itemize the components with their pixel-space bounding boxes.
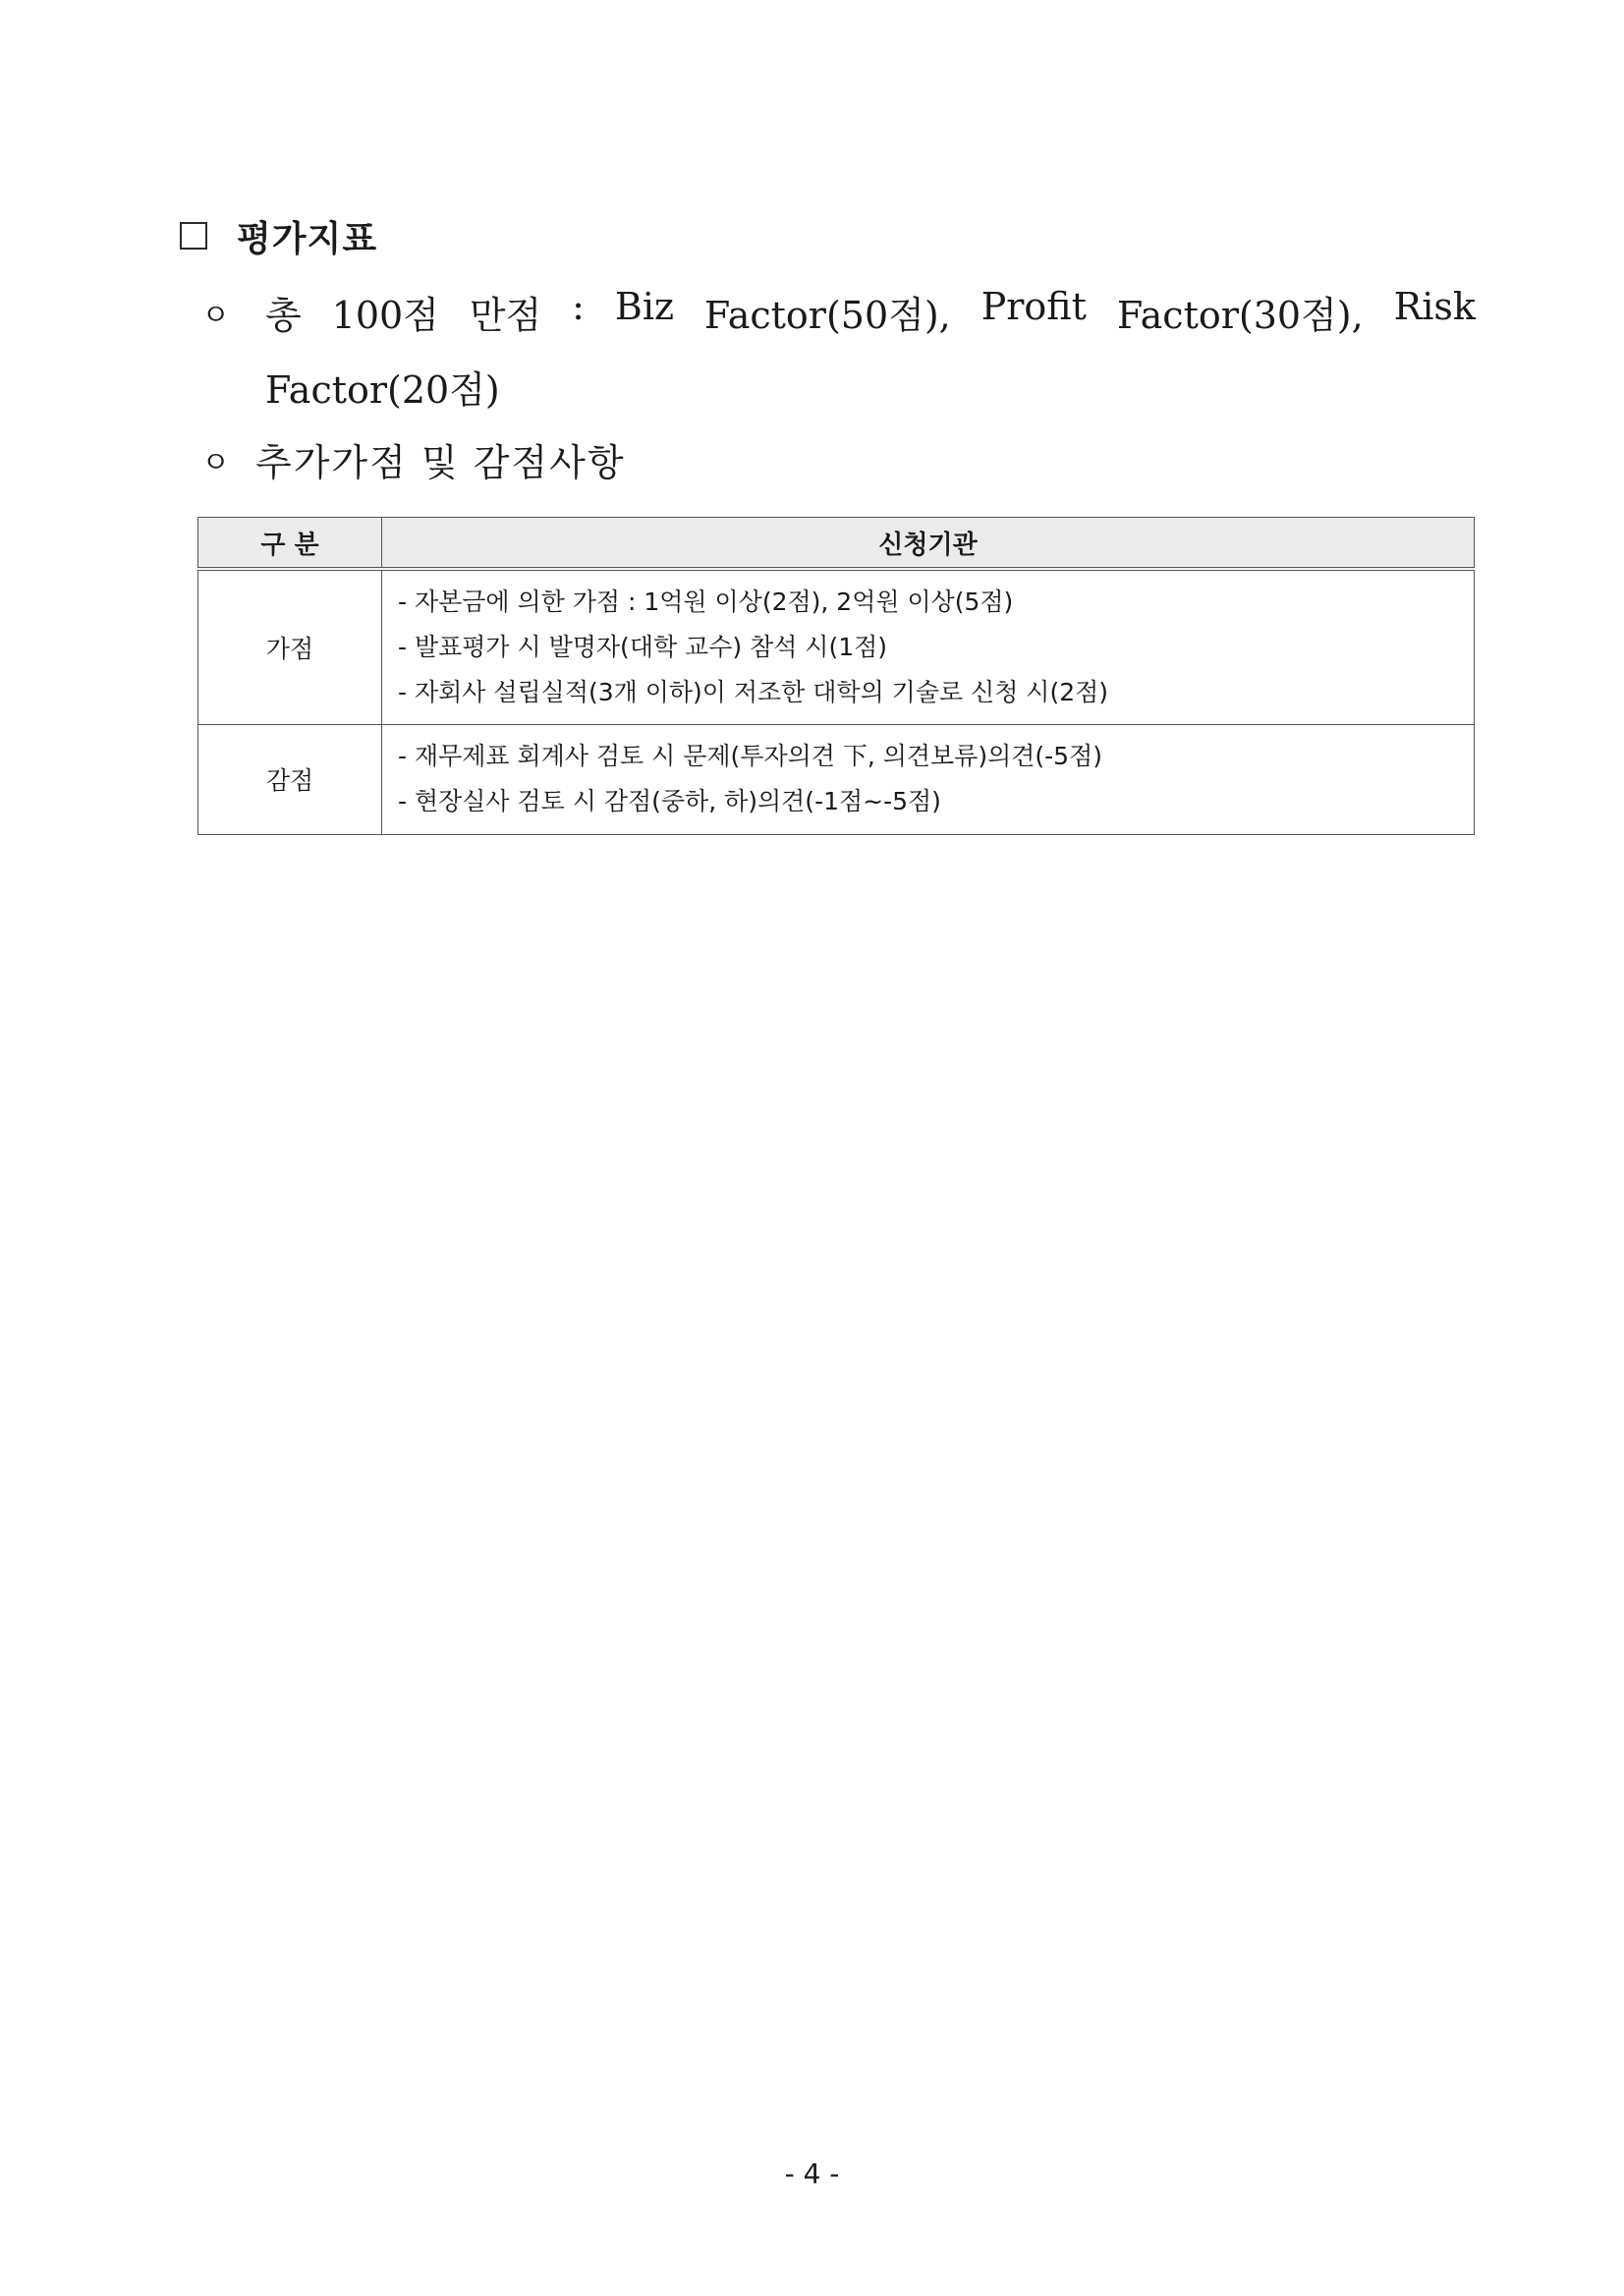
bullet-marker: ㅇ [201, 299, 230, 333]
bullet-word: Profit [980, 285, 1087, 328]
bullet-line-total-score [265, 285, 1476, 339]
table-header-row [198, 518, 1475, 570]
bullet-marker: ㅇ [201, 446, 230, 480]
bullet-word: Factor(50점), [703, 294, 951, 337]
table-row [198, 569, 1475, 724]
list-item: - 현장실사 검토 시 감점(중하, 하)의견(-1점~-5점) [398, 787, 941, 815]
bullet-word: Factor(30점), [1116, 294, 1364, 337]
row-items [382, 724, 1475, 834]
section-title: 평가지표 [237, 218, 378, 259]
header-applicant: 신청기관 [382, 518, 1475, 570]
header-category: 구 분 [198, 518, 382, 570]
page-number: - 4 - [784, 2157, 840, 2190]
bullet-line-bonus-penalty: 추가가점 및 감점사항 [255, 441, 626, 484]
list-item: - 자회사 설립실적(3개 이하)이 저조한 대학의 기술로 신청 시(2점) [398, 677, 1109, 706]
row-category: 감점 [198, 724, 382, 834]
bullet-word: 만점 [469, 294, 542, 337]
section-heading [180, 209, 377, 262]
row-category: 가점 [198, 569, 382, 724]
bullet-word: : [572, 285, 585, 328]
bullet-word: Biz [614, 285, 674, 328]
list-item: - 자본금에 의한 가점 : 1억원 이상(2점), 2억원 이상(5점) [398, 587, 1014, 616]
table-row [198, 724, 1475, 834]
bullet-word: 100점 [331, 294, 439, 337]
checkbox-square-icon [180, 222, 207, 250]
list-item: - 재무제표 회계사 검토 시 문제(투자의견 下, 의견보류)의견(-5점) [398, 742, 1102, 770]
evaluation-table [197, 517, 1475, 835]
bullet-continuation: Factor(20점) [265, 368, 500, 412]
list-item: - 발표평가 시 발명자(대학 교수) 참석 시(1점) [398, 632, 888, 661]
row-items [382, 569, 1475, 724]
bullet-word: Risk [1393, 285, 1476, 328]
bullet-word: 총 [265, 294, 302, 337]
